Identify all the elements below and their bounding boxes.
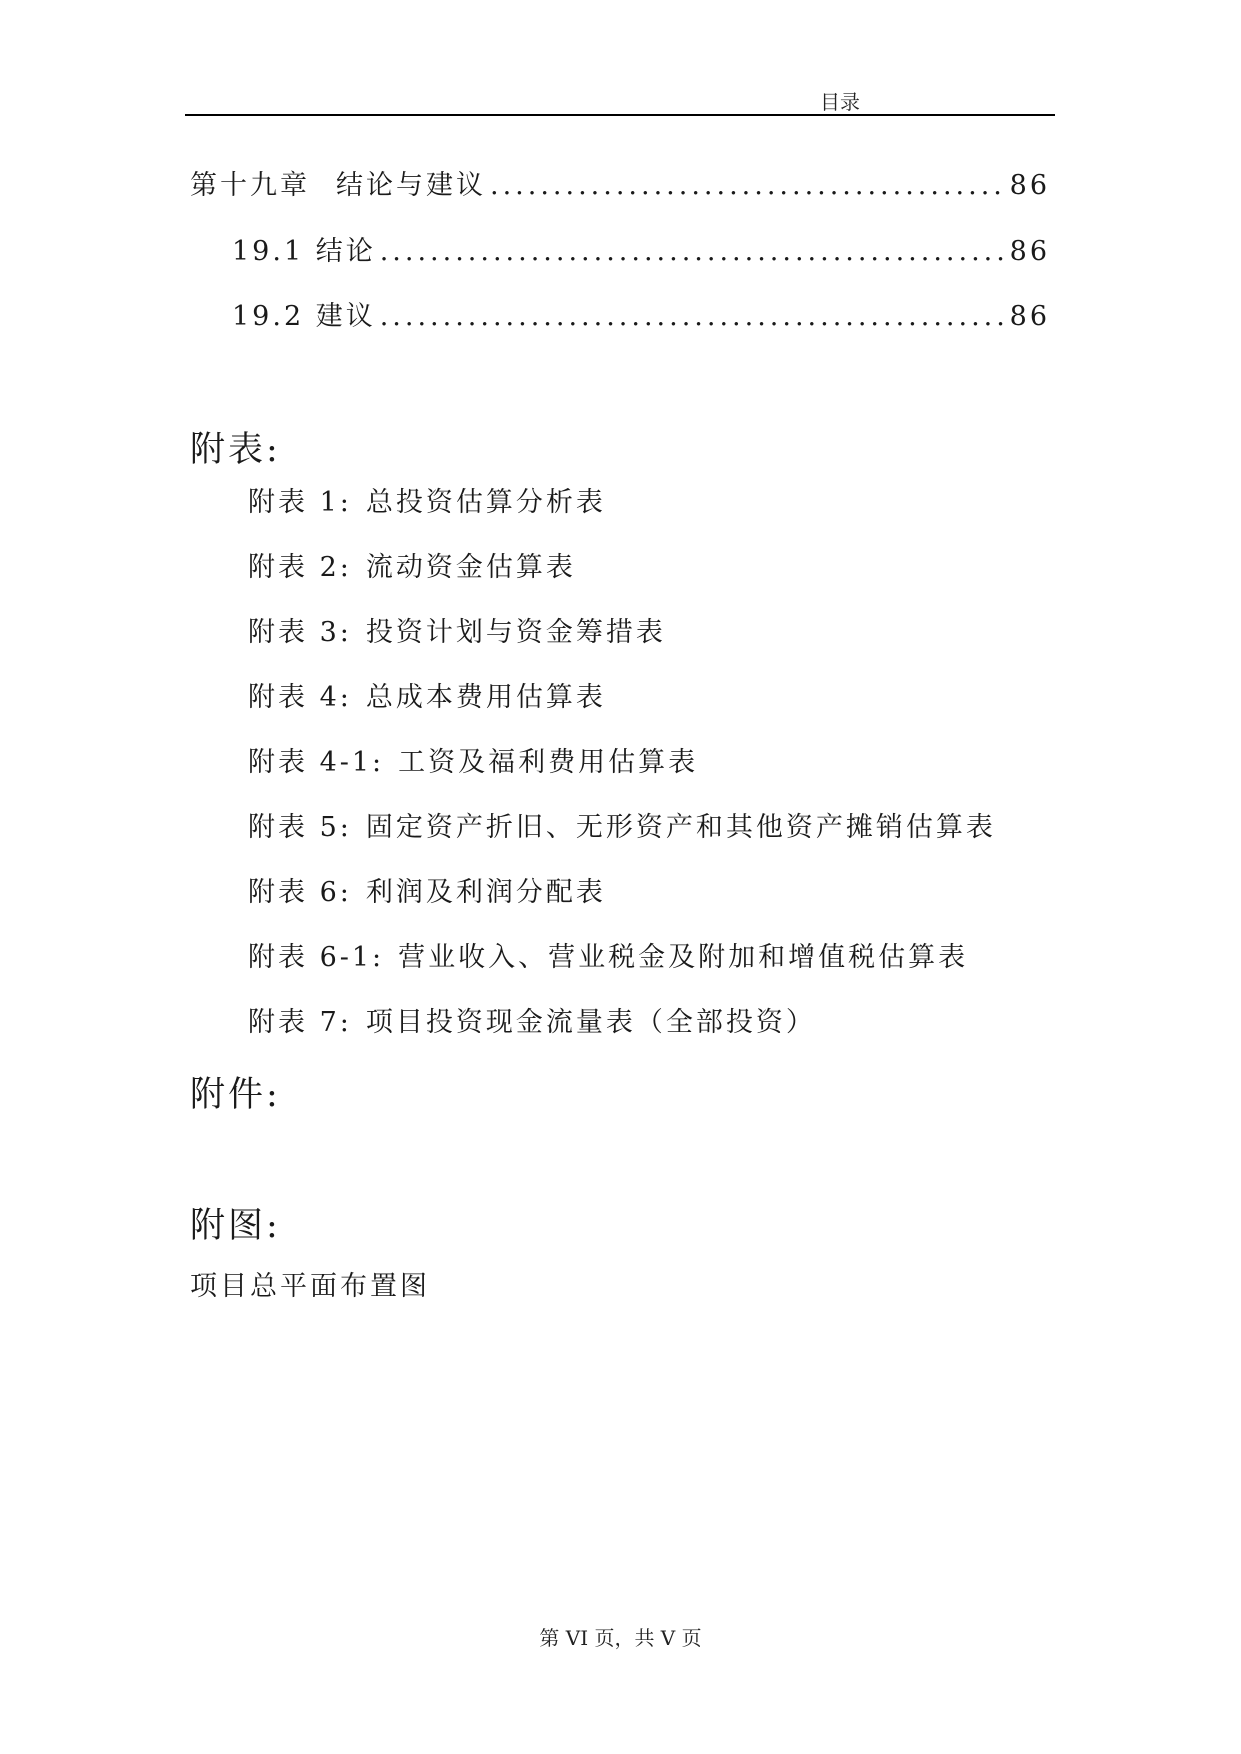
toc-page-number: 86 bbox=[1009, 236, 1050, 267]
appendix-table-label: 附表 1: bbox=[248, 487, 352, 518]
toc-section-entry[interactable] bbox=[232, 229, 1050, 268]
toc-chapter-title bbox=[190, 163, 486, 202]
appendix-table-title: 营业收入、营业税金及附加和增值税估算表 bbox=[398, 942, 969, 973]
appendix-table-item bbox=[248, 615, 996, 680]
appendix-table-item bbox=[248, 680, 996, 745]
toc-page-number: 86 bbox=[1009, 170, 1050, 201]
figure-item: 项目总平面布置图 bbox=[190, 1271, 430, 1302]
appendix-table-item bbox=[248, 875, 996, 940]
appendix-table-label: 附表 3: bbox=[248, 617, 352, 648]
toc-section-title bbox=[232, 229, 376, 268]
toc-section-number: 19.1 bbox=[232, 236, 305, 267]
attachments-heading: 附件: bbox=[190, 1075, 281, 1115]
appendix-table-title: 项目投资现金流量表（全部投资） bbox=[365, 1007, 816, 1038]
appendix-tables-heading: 附表: bbox=[190, 430, 281, 470]
appendix-table-label: 附表 4: bbox=[248, 682, 352, 713]
figures-heading: 附图: bbox=[190, 1206, 281, 1246]
toc-section-name: 建议 bbox=[315, 301, 376, 332]
appendix-table-item bbox=[248, 940, 996, 1005]
appendix-table-title: 固定资产折旧、无形资产和其他资产摊销估算表 bbox=[365, 812, 996, 843]
appendix-table-item bbox=[248, 550, 996, 615]
toc-chapter-name: 结论与建议 bbox=[336, 170, 486, 201]
appendix-table-label: 附表 6: bbox=[248, 877, 352, 908]
header-rule bbox=[185, 114, 1055, 116]
appendix-table-label: 附表 4-1: bbox=[248, 747, 385, 778]
toc-page-number: 86 bbox=[1009, 301, 1050, 332]
appendix-table-title: 总成本费用估算表 bbox=[365, 682, 606, 713]
toc-chapter-entry[interactable] bbox=[190, 163, 1050, 202]
toc-section-title bbox=[232, 294, 376, 333]
toc-section-name: 结论 bbox=[315, 236, 376, 267]
appendix-table-title: 总投资估算分析表 bbox=[365, 487, 606, 518]
appendix-table-title: 工资及福利费用估算表 bbox=[398, 747, 699, 778]
toc-chapter-number: 第十九章 bbox=[190, 170, 310, 201]
page-footer: 第 VI 页，共 V 页 bbox=[539, 1626, 702, 1650]
appendix-table-title: 利润及利润分配表 bbox=[365, 877, 606, 908]
appendix-table-label: 附表 6-1: bbox=[248, 942, 385, 973]
appendix-table-label: 附表 7: bbox=[248, 1007, 352, 1038]
appendix-table-title: 流动资金估算表 bbox=[365, 552, 576, 583]
running-header: 目录 bbox=[820, 90, 860, 114]
appendix-table-label: 附表 2: bbox=[248, 552, 352, 583]
appendix-table-item bbox=[248, 810, 996, 875]
toc-dot-leader bbox=[380, 301, 1006, 332]
appendix-tables-list bbox=[248, 485, 996, 1070]
appendix-table-title: 投资计划与资金筹措表 bbox=[365, 617, 666, 648]
appendix-table-item bbox=[248, 485, 996, 550]
appendix-table-item bbox=[248, 745, 996, 810]
appendix-table-item bbox=[248, 1005, 996, 1070]
appendix-table-label: 附表 5: bbox=[248, 812, 352, 843]
toc-section-entry[interactable] bbox=[232, 294, 1050, 333]
toc-section-number: 19.2 bbox=[232, 301, 305, 332]
toc-dot-leader bbox=[380, 236, 1006, 267]
toc-dot-leader bbox=[490, 170, 1006, 201]
